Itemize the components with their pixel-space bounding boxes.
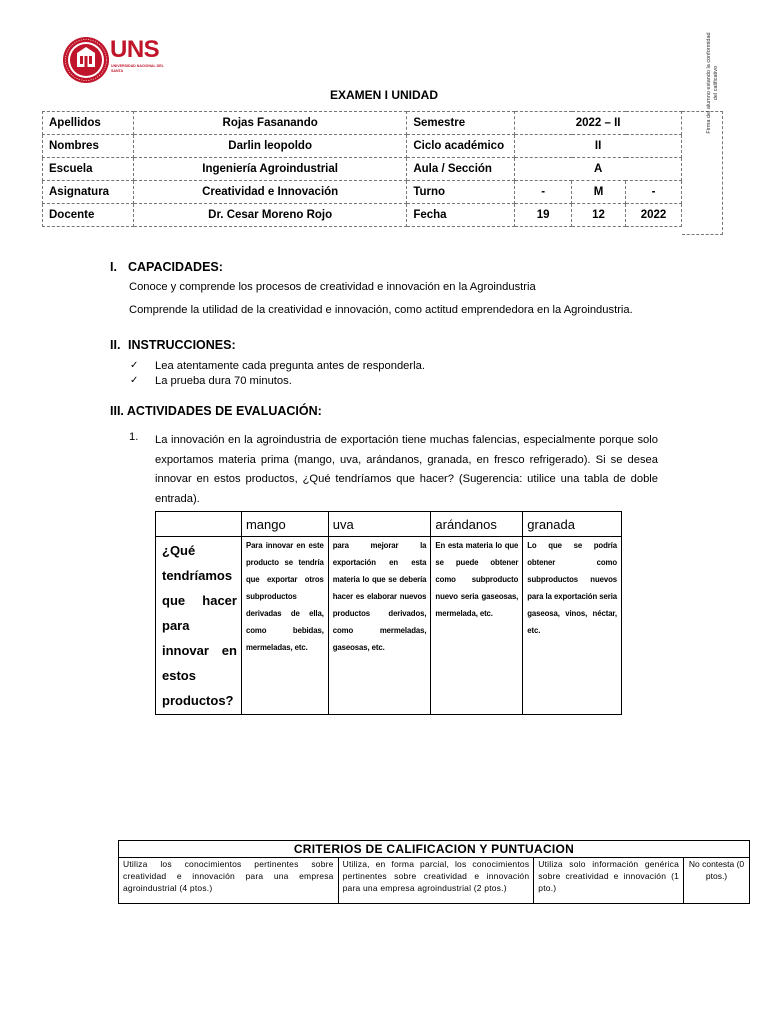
signature-note: Firma del alumno estando la conformidad del calificativo bbox=[706, 32, 719, 134]
semestre-label: Semestre bbox=[407, 112, 515, 135]
column-header: uva bbox=[328, 512, 431, 537]
logo-wordmark: UNS bbox=[110, 36, 160, 63]
answer-table bbox=[155, 511, 622, 715]
row-header: ¿Qué tendríamos que hacer para innovar en estos productos? bbox=[156, 537, 242, 715]
ciclo-value: II bbox=[515, 135, 682, 158]
criteria-title-row bbox=[119, 841, 750, 858]
answer-cell-mango bbox=[241, 537, 328, 715]
student-info-table bbox=[42, 111, 682, 227]
turno-value-1: - bbox=[515, 181, 572, 204]
answer-text: Lo que se podría obtener como subproductos nuevos para la exportación seria gaseosa, vinos, néctar, etc. bbox=[527, 541, 617, 635]
checkmark-icon: ✓ bbox=[130, 375, 139, 386]
docente-value: Dr. Cesar Moreno Rojo bbox=[133, 204, 406, 227]
ciclo-label: Ciclo académico bbox=[407, 135, 515, 158]
criteria-row bbox=[119, 858, 750, 904]
column-header: arándanos bbox=[431, 512, 523, 537]
aula-value: A bbox=[515, 158, 682, 181]
escuela-value: Ingeniería Agroindustrial bbox=[133, 158, 406, 181]
answer-table-header-row bbox=[156, 512, 622, 537]
criteria-item: Utiliza, en forma parcial, los conocimientos pertinentes sobre creatividad e innovación para una empresa agroindustrial (2 ptos.) bbox=[338, 858, 534, 904]
nombres-value: Darlin leopoldo bbox=[133, 135, 406, 158]
criteria-table bbox=[118, 840, 750, 904]
docente-label: Docente bbox=[43, 204, 134, 227]
info-row-apellidos bbox=[43, 112, 682, 135]
instruccion-item: La prueba dura 70 minutos. bbox=[155, 375, 292, 387]
capacidad-line-1: Conoce y comprende los procesos de creatividad e innovación en la Agroindustria bbox=[129, 281, 536, 293]
section-number: II. bbox=[110, 338, 121, 352]
turno-value-2: M bbox=[572, 181, 626, 204]
answer-table-row bbox=[156, 537, 622, 715]
capacidad-line-2: Comprende la utilidad de la creatividad e innovación, como actitud emprendedora en la Agroindustria. bbox=[129, 304, 633, 316]
section-capacidades-heading bbox=[110, 260, 223, 274]
info-row-docente bbox=[43, 204, 682, 227]
fecha-label: Fecha bbox=[407, 204, 515, 227]
info-row-escuela bbox=[43, 158, 682, 181]
column-header: mango bbox=[241, 512, 328, 537]
info-row-asignatura bbox=[43, 181, 682, 204]
exam-title: EXAMEN I UNIDAD bbox=[329, 88, 438, 102]
answer-text: En esta materia lo que se puede obtener como subproducto nuevo seria gaseosas, mermelada, etc. bbox=[435, 541, 519, 618]
answer-cell-arandanos bbox=[431, 537, 523, 715]
section-instrucciones-heading bbox=[110, 338, 236, 352]
fecha-day: 19 bbox=[515, 204, 572, 227]
answer-text: para mejorar la exportación en esta materia lo que se debería hacer es elaborar nuevos productos derivados, como mermeladas, gaseosas, etc. bbox=[332, 541, 427, 652]
apellidos-value: Rojas Fasanando bbox=[133, 112, 406, 135]
question-number: 1. bbox=[129, 431, 139, 443]
escuela-label: Escuela bbox=[43, 158, 134, 181]
criteria-title: CRITERIOS DE CALIFICACION Y PUNTUACION bbox=[119, 841, 750, 858]
asignatura-label: Asignatura bbox=[43, 181, 134, 204]
info-row-nombres bbox=[43, 135, 682, 158]
answer-cell-uva bbox=[328, 537, 431, 715]
answer-text: Para innovar en este producto se tendría que exportar otros subproductos derivadas de ella, como bebidas, mermeladas, etc. bbox=[245, 541, 324, 652]
criteria-item: No contesta (0 ptos.) bbox=[684, 858, 750, 904]
question-text: La innovación en la agroindustria de exportación tiene muchas falencias, especialmente porque solo exportamos materia prima (mango, uva, arándanos, granada, en fresco refrigerado). Si se desea innovar en estos productos, ¿Qué tendríamos que hacer? (Sugerencia: utilice una tabla de doble entrada). bbox=[155, 434, 658, 505]
apellidos-label: Apellidos bbox=[43, 112, 134, 135]
nombres-label: Nombres bbox=[43, 135, 134, 158]
turno-label: Turno bbox=[407, 181, 515, 204]
answer-table-corner bbox=[156, 512, 242, 537]
section-number: I. bbox=[110, 260, 117, 274]
checkmark-icon: ✓ bbox=[130, 360, 139, 371]
semestre-value: 2022 – II bbox=[515, 112, 682, 135]
answer-cell-granada bbox=[523, 537, 622, 715]
column-header: granada bbox=[523, 512, 622, 537]
university-seal-logo bbox=[62, 36, 110, 84]
instruccion-item: Lea atentamente cada pregunta antes de responderla. bbox=[155, 360, 425, 372]
turno-value-3: - bbox=[626, 181, 682, 204]
section-title: CAPACIDADES: bbox=[128, 260, 223, 274]
criteria-item: Utiliza los conocimientos pertinentes sobre creatividad e innovación para una empresa agroindustrial (4 ptos.) bbox=[119, 858, 339, 904]
section-title: INSTRUCCIONES: bbox=[128, 338, 236, 352]
section-actividades-heading: III. ACTIVIDADES DE EVALUACIÓN: bbox=[110, 404, 322, 418]
aula-label: Aula / Sección bbox=[407, 158, 515, 181]
fecha-month: 12 bbox=[572, 204, 626, 227]
criteria-item: Utiliza solo información genérica sobre creatividad e innovación (1 pto.) bbox=[534, 858, 684, 904]
logo-subtitle: UNIVERSIDAD NACIONAL DEL SANTA bbox=[111, 64, 164, 73]
fecha-year: 2022 bbox=[626, 204, 682, 227]
asignatura-value: Creatividad e Innovación bbox=[133, 181, 406, 204]
